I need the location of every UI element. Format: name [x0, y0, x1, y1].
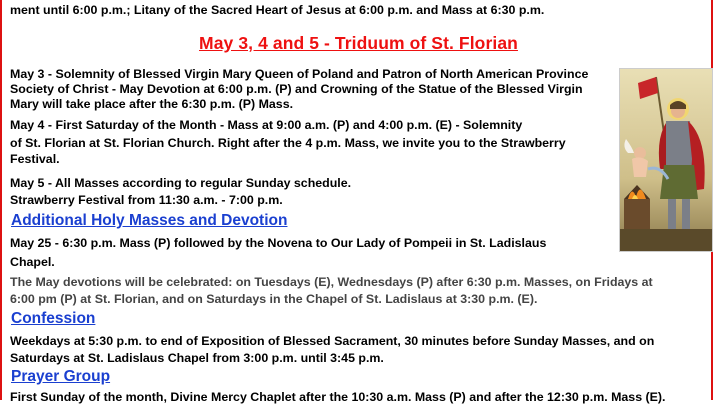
st-florian-illustration: [620, 69, 712, 251]
triduum-heading: May 3, 4 and 5 - Triduum of St. Florian: [199, 33, 518, 53]
st-florian-image: [619, 68, 713, 252]
additional-line: Chapel.: [10, 255, 55, 269]
prayer-group-heading: Prayer Group: [11, 368, 111, 385]
triduum-line: Strawberry Festival from 11:30 a.m. - 7:00 p.m.: [10, 193, 283, 207]
additional-line: The May devotions will be celebrated: on Tuesdays (E), Wednesdays (P) after 6:30 p.m. Masses, on Fridays at: [10, 275, 653, 289]
triduum-line: May 5 - All Masses according to regular Sunday schedule.: [10, 176, 352, 190]
additional-line: May 25 - 6:30 p.m. Mass (P) followed by the Novena to Our Lady of Pompeii in St. Ladislaus: [10, 236, 547, 250]
top-line: ment until 6:00 p.m.; Litany of the Sacred Heart of Jesus at 6:00 p.m. and Mass at 6:30 p.m.: [10, 3, 545, 17]
triduum-line: May 4 - First Saturday of the Month - Mass at 9:00 a.m. (P) and 4:00 p.m. (E) - Solemnity: [10, 118, 523, 132]
confession-line: Weekdays at 5:30 p.m. to end of Exposition of Blessed Sacrament, 30 minutes before Sunday Masses, and on: [10, 334, 655, 348]
triduum-line: of St. Florian at St. Florian Church. Right after the 4 p.m. Mass, we invite you to the Strawberry: [10, 136, 566, 150]
triduum-line: Society of Christ - May Devotion at 6:00 p.m. (P) and Crowning of the Statue of the Blessed Virgin: [10, 82, 583, 96]
confession-heading: Confession: [11, 310, 96, 327]
triduum-line: May 3 - Solemnity of Blessed Virgin Mary Queen of Poland and Patron of North American Province: [10, 67, 589, 81]
triduum-line: Festival.: [10, 152, 60, 166]
additional-masses-heading: Additional Holy Masses and Devotion: [11, 212, 288, 229]
confession-line: Saturdays at St. Ladislaus Chapel from 3:00 p.m. until 3:45 p.m.: [10, 351, 384, 365]
prayer-line: First Sunday of the month, Divine Mercy Chaplet after the 10:30 a.m. Mass (P) and after the 12:30 p.m. Mass (E).: [10, 390, 666, 404]
triduum-line: Mary will take place after the 6:30 p.m. (P) Mass.: [10, 97, 294, 111]
additional-line: 6:00 pm (P) at St. Florian, and on Saturdays in the Chapel of St. Ladislaus at 3:30 p.m. (E).: [10, 292, 538, 306]
